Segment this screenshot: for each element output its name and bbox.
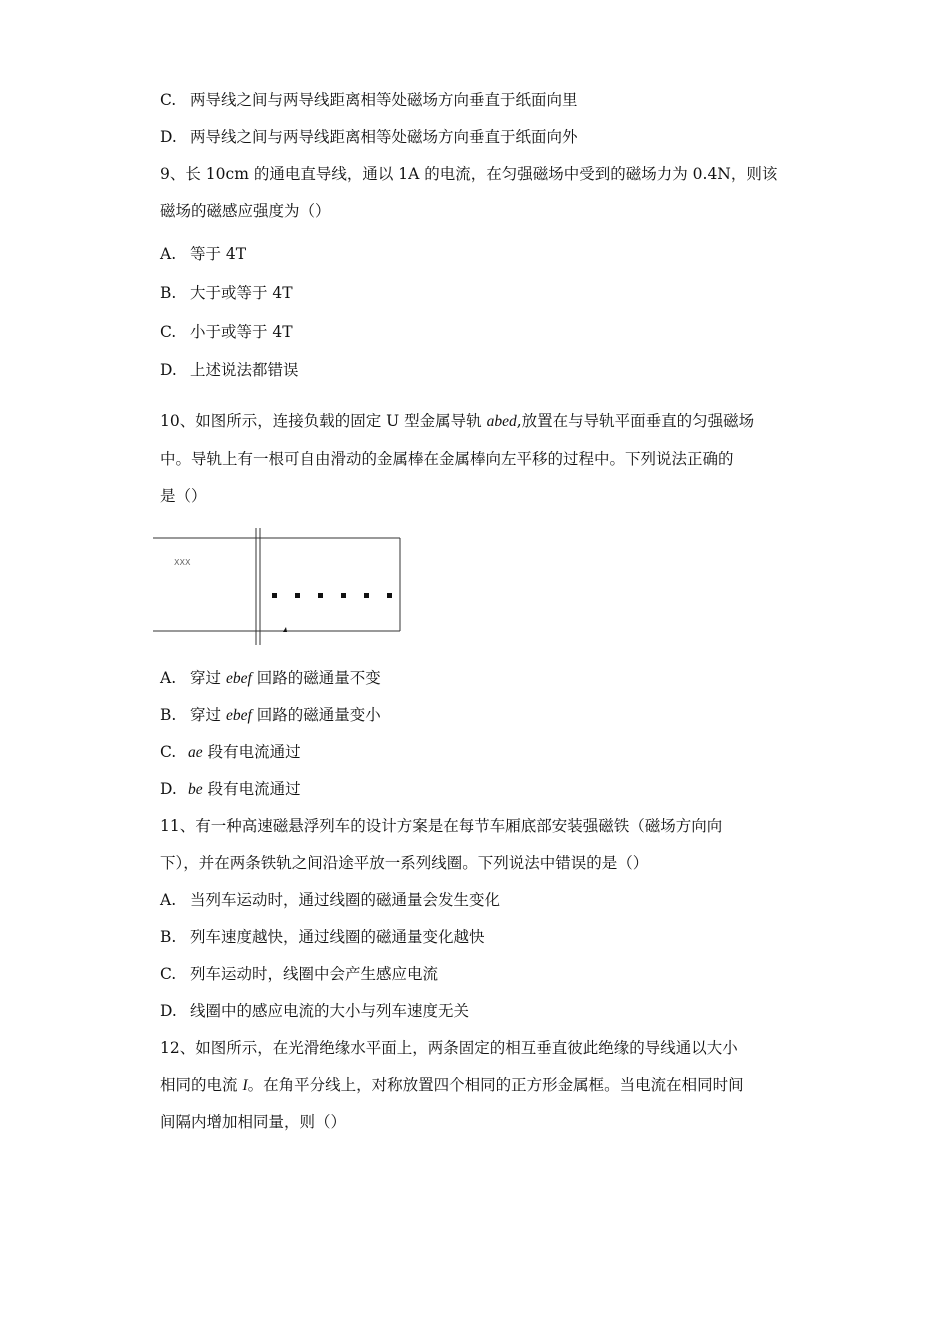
field-label: XXX: [174, 558, 191, 567]
q9-option-d: D. 上述说法都错误: [160, 361, 299, 379]
q10-stem-line1: 10、如图所示，连接负载的固定 U 型金属导轨 abed,放置在与导轨平面垂直的匀强磁场: [160, 412, 755, 430]
q11-option-c: C. 列车运动时，线圈中会产生感应电流: [160, 965, 439, 983]
q10-stem-line3: 是（）: [160, 487, 207, 505]
q11-option-d: D. 线圈中的感应电流的大小与列车速度无关: [160, 1002, 470, 1020]
q11-option-a: A. 当列车运动时，通过线圈的磁通量会发生变化: [160, 891, 501, 909]
rail-diagram: [152, 527, 404, 649]
field-dot: [387, 593, 392, 598]
q11-option-b: B. 列车速度越快，通过线圈的磁通量变化越快: [160, 928, 485, 946]
q8-option-d: D. 两导线之间与两导线距离相等处磁场方向垂直于纸面向外: [160, 128, 578, 146]
q10-option-d: D. be 段有电流通过: [160, 780, 301, 798]
field-dot: [295, 593, 300, 598]
q11-stem-line2: 下），并在两条铁轨之间沿途平放一系列线圈。下列说法中错误的是（）: [160, 854, 649, 872]
arrow-marker-icon: [283, 627, 287, 632]
q12-stem-line1: 12、如图所示，在光滑绝缘水平面上，两条固定的相互垂直彼此绝缘的导线通以大小: [160, 1039, 738, 1057]
q10-option-b: B. 穿过 ebef 回路的磁通量变小: [160, 706, 381, 724]
q10-option-a: A. 穿过 ebef 回路的磁通量不变: [160, 669, 381, 687]
field-dot: [364, 593, 369, 598]
q9-stem-line1: 9、长 10cm 的通电直导线，通以 1A 的电流，在匀强磁场中受到的磁场力为 0.4N，则该: [160, 165, 778, 183]
field-dot: [341, 593, 346, 598]
q10-figure: [152, 527, 404, 649]
q10-option-c: C. ae 段有电流通过: [160, 743, 301, 761]
q12-stem-line2: 相同的电流 I。在角平分线上，对称放置四个相同的正方形金属框。当电流在相同时间: [160, 1076, 744, 1094]
q8-option-c: C. 两导线之间与两导线距离相等处磁场方向垂直于纸面向里: [160, 91, 578, 109]
field-dot: [272, 593, 277, 598]
q12-stem-line3: 间隔内增加相同量，则（）: [160, 1113, 347, 1131]
q9-option-b: B. 大于或等于 4T: [160, 284, 293, 302]
q11-stem-line1: 11、有一种高速磁悬浮列车的设计方案是在每节车厢底部安装强磁铁（磁场方向向: [160, 817, 723, 835]
q9-option-a: A. 等于 4T: [160, 245, 247, 263]
q9-option-c: C. 小于或等于 4T: [160, 323, 293, 341]
field-dot: [318, 593, 323, 598]
q9-stem-line2: 磁场的磁感应强度为（）: [160, 202, 331, 220]
q10-stem-line2: 中。导轨上有一根可自由滑动的金属棒在金属棒向左平移的过程中。下列说法正确的: [160, 450, 734, 468]
